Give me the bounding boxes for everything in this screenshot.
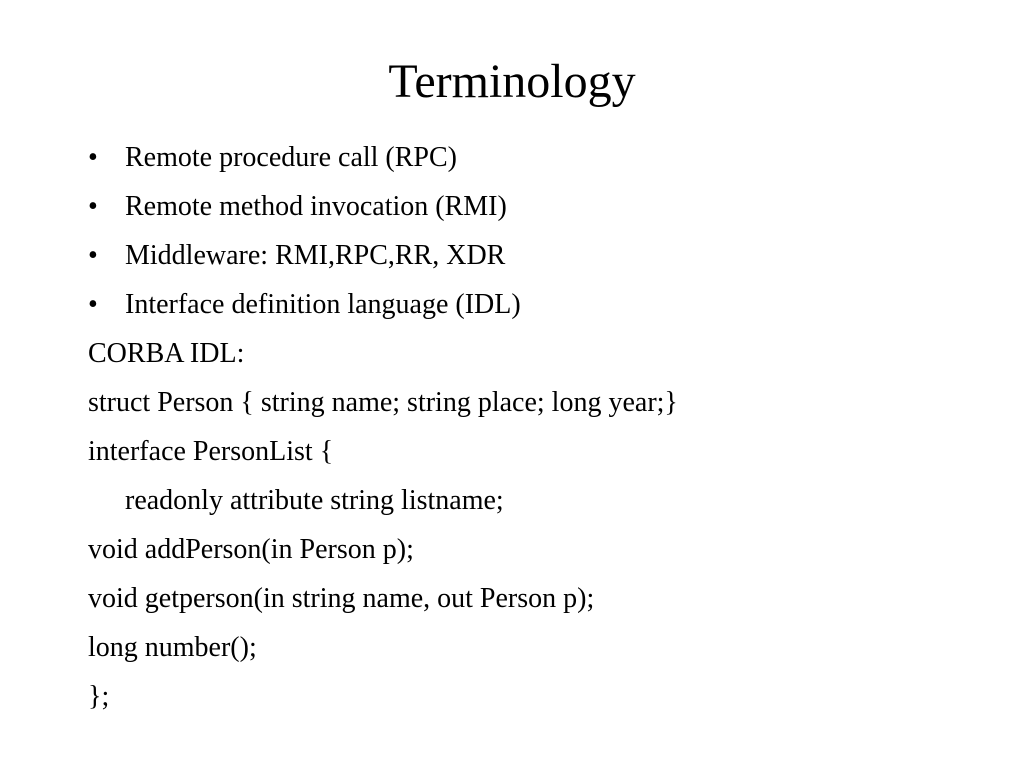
bullet-icon: • (88, 191, 98, 222)
code-line (88, 427, 988, 476)
bullet-icon: • (88, 142, 98, 173)
code-line-text: void addPerson(in Person p); (88, 534, 414, 565)
code-line-text: interface PersonList { (88, 436, 334, 467)
bullet-text: Remote procedure call (RPC) (125, 142, 458, 173)
slide-body (88, 133, 988, 721)
bullet-item (88, 280, 988, 329)
code-line-text: readonly attribute string listname; (125, 485, 504, 516)
bullet-icon: • (88, 289, 98, 320)
code-line (88, 672, 988, 721)
code-line-text: struct Person { string name; string place; long year;} (88, 387, 678, 418)
code-line (88, 574, 988, 623)
code-line (88, 623, 988, 672)
code-line-text: }; (88, 681, 110, 712)
code-line (88, 329, 988, 378)
code-line-text: void getperson(in string name, out Person p); (88, 583, 595, 614)
code-line-text: long number(); (88, 632, 257, 663)
bullet-item (88, 182, 988, 231)
bullet-text: Remote method invocation (RMI) (125, 191, 507, 222)
bullet-text: Middleware: RMI,RPC,RR, XDR (125, 240, 506, 271)
bullet-item (88, 133, 988, 182)
bullet-text: Interface definition language (IDL) (125, 289, 521, 320)
bullet-icon: • (88, 240, 98, 271)
code-line-text: CORBA IDL: (88, 338, 245, 369)
bullet-item (88, 231, 988, 280)
code-line (88, 525, 988, 574)
slide-title: Terminology (388, 55, 636, 108)
code-line-indented (88, 476, 988, 525)
code-line (88, 378, 988, 427)
